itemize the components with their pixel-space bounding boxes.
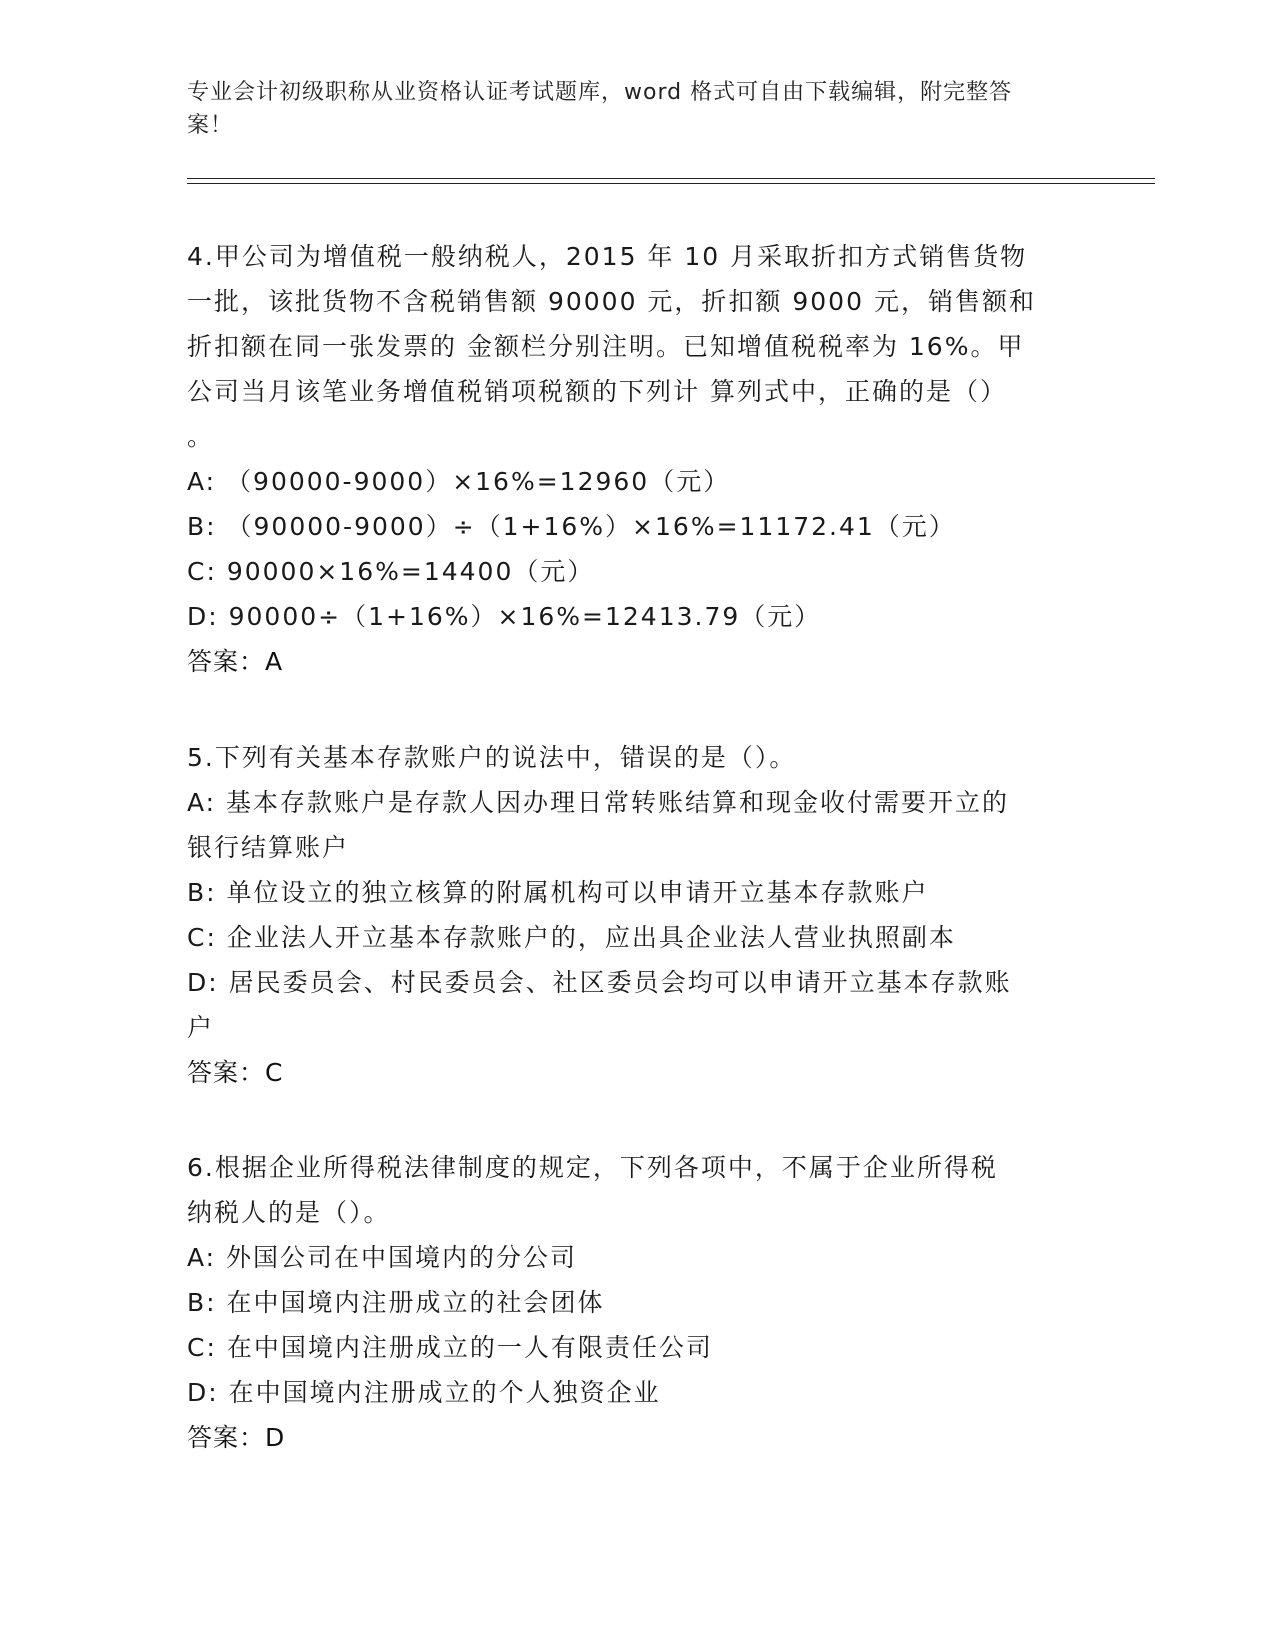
question-stem-line: 折扣额在同一张发票的 金额栏分别注明。已知增值税税率为 16%。甲 <box>187 332 1025 361</box>
question-5 <box>187 735 1087 1095</box>
option-a-continued: 银行结算账户 <box>187 833 350 862</box>
answer-label: 答案：A <box>187 647 284 676</box>
question-stem-line: 。 <box>187 422 215 451</box>
option-c: C: 90000×16%=14400（元） <box>187 557 595 586</box>
question-stem-line: 6.根据企业所得税法律制度的规定，下列各项中，不属于企业所得税 <box>187 1153 998 1182</box>
option-b: B: （90000-9000）÷（1+16%）×16%=11172.41（元） <box>187 512 956 541</box>
option-a: A: 基本存款账户是存款人因办理日常转账结算和现金收付需要开立的 <box>187 788 1010 817</box>
option-a: A: （90000-9000）×16%=12960（元） <box>187 467 731 496</box>
question-stem-line: 4.甲公司为增值税一般纳税人，2015 年 10 月采取折扣方式销售货物 <box>187 242 1028 271</box>
option-d-continued: 户 <box>187 1013 215 1042</box>
question-stem-line: 纳税人的是（）。 <box>187 1198 391 1227</box>
header-note-line: 专业会计初级职称从业资格认证考试题库，word 格式可自由下载编辑，附完整答 <box>187 80 1013 105</box>
answer-label: 答案：D <box>187 1423 286 1452</box>
option-c: C: 企业法人开立基本存款账户的，应出具企业法人营业执照副本 <box>187 923 956 952</box>
question-stem-line: 公司当月该笔业务增值税销项税额的下列计 算列式中，正确的是（） <box>187 377 1007 406</box>
question-stem-line: 一批，该批货物不含税销售额 90000 元，折扣额 9000 元，销售额和 <box>187 287 1036 316</box>
option-a: A: 外国公司在中国境内的分公司 <box>187 1243 578 1272</box>
option-c: C: 在中国境内注册成立的一人有限责任公司 <box>187 1333 713 1362</box>
option-d: D: 90000÷（1+16%）×16%=12413.79（元） <box>187 602 822 631</box>
answer-label: 答案：C <box>187 1058 284 1087</box>
header-note-line: 案！ <box>187 113 234 138</box>
question-6 <box>187 1145 1087 1460</box>
question-4 <box>187 234 1087 684</box>
option-b: B: 单位设立的独立核算的附属机构可以申请开立基本存款账户 <box>187 878 929 907</box>
header-divider-top <box>187 178 1155 179</box>
question-stem-line: 5.下列有关基本存款账户的说法中，错误的是（）。 <box>187 743 797 772</box>
option-d: D: 居民委员会、村民委员会、社区委员会均可以申请开立基本存款账 <box>187 968 1012 997</box>
header-note <box>187 76 1067 142</box>
header-divider-bottom <box>187 183 1155 184</box>
option-d: D: 在中国境内注册成立的个人独资企业 <box>187 1378 661 1407</box>
option-b: B: 在中国境内注册成立的社会团体 <box>187 1288 605 1317</box>
